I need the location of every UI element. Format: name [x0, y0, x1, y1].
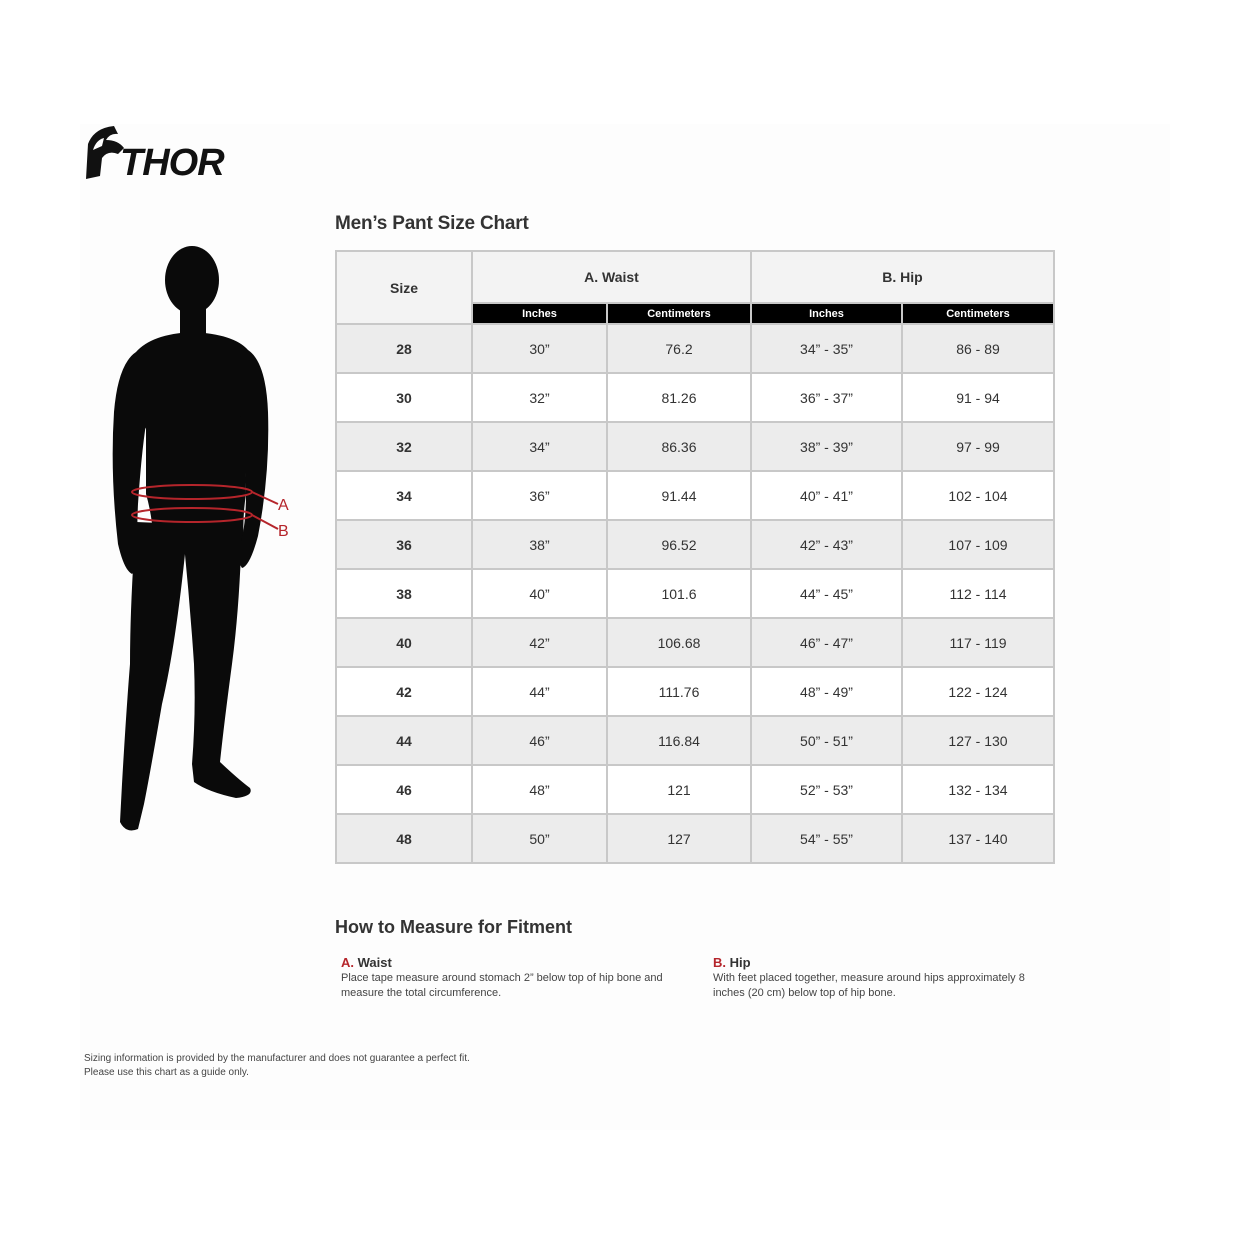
measure-title: How to Measure for Fitment [335, 917, 573, 937]
waist-name: Waist [357, 955, 392, 970]
size-cell: 42 [336, 667, 472, 716]
hip-letter: B. [713, 955, 726, 970]
hip-inches-cell: 38” - 39” [751, 422, 902, 471]
hip-cm-cell: 117 - 119 [902, 618, 1054, 667]
hip-cm-cell: 127 - 130 [902, 716, 1054, 765]
waist-cm-cell: 116.84 [607, 716, 751, 765]
waist-inches-cell: 36” [472, 471, 607, 520]
hip-instruction-text: With feet placed together, measure around hips approximately 8 inches (20 cm) below top of hip bone. [713, 972, 1025, 999]
hip-cm-cell: 112 - 114 [902, 569, 1054, 618]
table-row [336, 422, 1054, 471]
waist-inches-cell: 38” [472, 520, 607, 569]
waist-instruction [341, 955, 681, 1001]
waist-cm-cell: 81.26 [607, 373, 751, 422]
label-a: A [278, 497, 289, 514]
waist-header: A. Waist [472, 251, 751, 303]
waist-cm-cell: 96.52 [607, 520, 751, 569]
hip-inches-cell: 52” - 53” [751, 765, 902, 814]
hip-inches-header: Inches [751, 303, 902, 324]
thor-logo [84, 124, 259, 186]
table-row [336, 765, 1054, 814]
hip-cm-cell: 97 - 99 [902, 422, 1054, 471]
hip-cm-cell: 102 - 104 [902, 471, 1054, 520]
waist-cm-cell: 127 [607, 814, 751, 863]
table-row [336, 814, 1054, 863]
chart-title: Men’s Pant Size Chart [335, 213, 529, 234]
hip-inches-cell: 46” - 47” [751, 618, 902, 667]
hip-inches-cell: 36” - 37” [751, 373, 902, 422]
size-cell: 44 [336, 716, 472, 765]
table-row [336, 324, 1054, 373]
waist-letter: A. [341, 955, 354, 970]
table-row [336, 471, 1054, 520]
waist-cm-cell: 101.6 [607, 569, 751, 618]
size-table [335, 250, 1055, 864]
table-row [336, 520, 1054, 569]
table-row [336, 667, 1054, 716]
hip-cm-cell: 137 - 140 [902, 814, 1054, 863]
size-header: Size [336, 251, 472, 324]
size-table-body [336, 324, 1054, 863]
waist-cm-cell: 111.76 [607, 667, 751, 716]
hip-name: Hip [729, 955, 751, 970]
waist-inches-cell: 46” [472, 716, 607, 765]
hip-header: B. Hip [751, 251, 1054, 303]
body-figure [96, 244, 296, 839]
label-b: B [278, 523, 289, 540]
hip-cm-cell: 91 - 94 [902, 373, 1054, 422]
waist-cm-cell: 121 [607, 765, 751, 814]
disclaimer-line-2: Please use this chart as a guide only. [84, 1067, 249, 1078]
hip-cm-header: Centimeters [902, 303, 1054, 324]
size-cell: 40 [336, 618, 472, 667]
hip-cm-cell: 122 - 124 [902, 667, 1054, 716]
male-silhouette-icon [113, 246, 269, 830]
svg-text:THOR: THOR [120, 142, 224, 184]
waist-cm-cell: 91.44 [607, 471, 751, 520]
hip-cm-cell: 107 - 109 [902, 520, 1054, 569]
disclaimer-line-1: Sizing information is provided by the manufacturer and does not guarantee a perfect fit. [84, 1053, 470, 1064]
hip-inches-cell: 44” - 45” [751, 569, 902, 618]
hip-inches-cell: 50” - 51” [751, 716, 902, 765]
size-cell: 30 [336, 373, 472, 422]
table-row [336, 716, 1054, 765]
waist-inches-cell: 40” [472, 569, 607, 618]
waist-inches-cell: 48” [472, 765, 607, 814]
hip-inches-cell: 42” - 43” [751, 520, 902, 569]
size-cell: 28 [336, 324, 472, 373]
size-cell: 46 [336, 765, 472, 814]
waist-cm-cell: 106.68 [607, 618, 751, 667]
hip-inches-cell: 54” - 55” [751, 814, 902, 863]
size-cell: 36 [336, 520, 472, 569]
waist-instruction-text: Place tape measure around stomach 2” below top of hip bone and measure the total circumference. [341, 972, 663, 999]
hip-inches-cell: 34” - 35” [751, 324, 902, 373]
waist-inches-cell: 32” [472, 373, 607, 422]
hip-inches-cell: 48” - 49” [751, 667, 902, 716]
hip-instruction [713, 955, 1043, 1001]
waist-instruction-heading [341, 955, 681, 970]
waist-cm-cell: 86.36 [607, 422, 751, 471]
table-row [336, 569, 1054, 618]
table-row [336, 373, 1054, 422]
disclaimer [84, 1052, 470, 1080]
size-cell: 34 [336, 471, 472, 520]
size-cell: 38 [336, 569, 472, 618]
size-cell: 48 [336, 814, 472, 863]
table-row [336, 618, 1054, 667]
waist-inches-cell: 42” [472, 618, 607, 667]
size-cell: 32 [336, 422, 472, 471]
waist-inches-cell: 50” [472, 814, 607, 863]
hip-instruction-heading [713, 955, 1043, 970]
waist-inches-cell: 44” [472, 667, 607, 716]
waist-inches-cell: 34” [472, 422, 607, 471]
hip-cm-cell: 86 - 89 [902, 324, 1054, 373]
waist-inches-cell: 30” [472, 324, 607, 373]
hip-cm-cell: 132 - 134 [902, 765, 1054, 814]
waist-inches-header: Inches [472, 303, 607, 324]
hip-inches-cell: 40” - 41” [751, 471, 902, 520]
waist-cm-header: Centimeters [607, 303, 751, 324]
waist-cm-cell: 76.2 [607, 324, 751, 373]
